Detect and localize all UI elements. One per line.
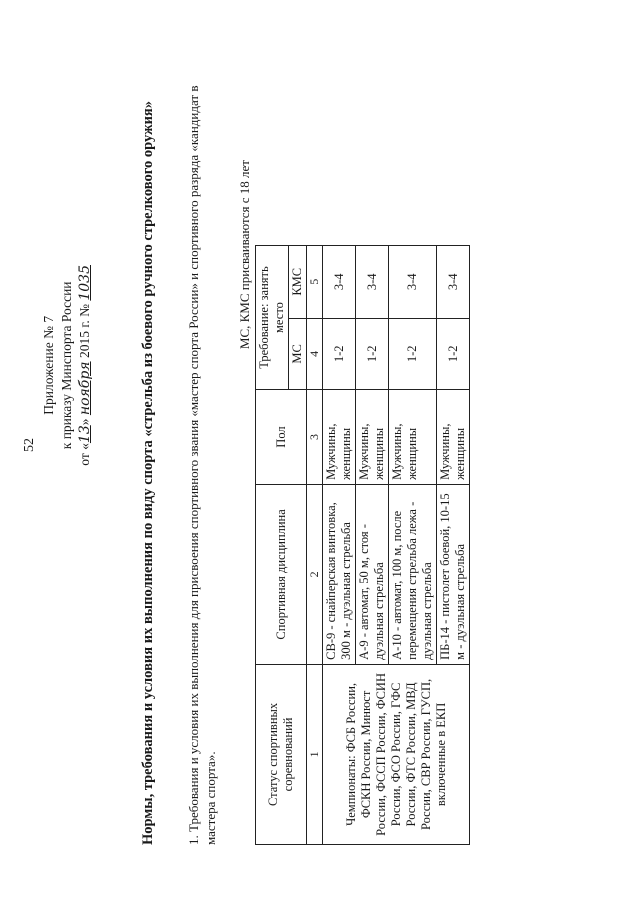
discipline-cell: А-9 - автомат, 50 м, стоя - дуэльная стрельба — [356, 484, 389, 664]
date-month: ноября — [77, 361, 93, 416]
age-note: МС, КМС присваиваются с 18 лет — [237, 160, 252, 350]
date-year: 2015 г. № — [77, 300, 92, 362]
ms-cell: 1-2 — [356, 318, 389, 390]
header-discipline: Спортивная дисциплина — [256, 484, 307, 664]
col-number: 3 — [307, 390, 323, 485]
table-row — [323, 246, 356, 845]
kms-cell: 3-4 — [323, 246, 356, 319]
appendix-date-line — [76, 265, 94, 466]
appendix-line-2: к приказу Минспорта России — [59, 281, 74, 450]
kms-cell: 3-4 — [389, 246, 437, 319]
ms-cell: 1-2 — [323, 318, 356, 390]
sex-cell: Мужчины, женщины — [356, 390, 389, 485]
sex-cell: Мужчины, женщины — [389, 390, 437, 485]
header-sex: Пол — [256, 390, 307, 485]
status-cell: Чемпионаты: ФСБ России, ФСКН России, Минюст России, ФССП России, ФСИН России, ФСО России, ГФС России, ФТС России, МВД России, СВР России, ГУСП, включенные в ЕКП — [323, 664, 470, 844]
discipline-cell: ПБ-14 - пистолет боевой, 10-15 м - дуэльная стрельба — [437, 484, 470, 664]
sex-cell: Мужчины, женщины — [323, 390, 356, 485]
order-number: 1035 — [77, 265, 93, 301]
appendix-line-1: Приложение № 7 — [41, 315, 56, 415]
kms-cell: 3-4 — [356, 246, 389, 319]
norms-table — [255, 245, 470, 845]
col-number: 1 — [307, 664, 323, 844]
document-title: Нормы, требования и условия их выполнения по виду спорта «стрельба из боевого ручного стрелкового оружия» — [140, 100, 156, 845]
header-requirement: Требование: занять место — [256, 246, 289, 390]
ms-cell: 1-2 — [437, 318, 470, 390]
col-number: 4 — [307, 318, 323, 390]
appendix-header — [40, 265, 94, 466]
sex-cell: Мужчины, женщины — [437, 390, 470, 485]
page-number: 52 — [22, 438, 37, 452]
date-day: 13 — [77, 425, 93, 444]
header-kms: КМС — [289, 246, 307, 319]
col-number: 5 — [307, 246, 323, 319]
date-prefix: от « — [77, 443, 92, 466]
ms-cell: 1-2 — [389, 318, 437, 390]
header-status: Статус спортивных соревнований — [256, 664, 307, 844]
intro-paragraph: 1. Требования и условия их выполнения для присвоения спортивного звания «мастер спорта России» и спортивного разряда «кандидат в мастера спорта». — [186, 85, 218, 845]
date-mid: » — [77, 415, 92, 426]
header-ms: МС — [289, 318, 307, 390]
column-number-row — [307, 246, 323, 845]
kms-cell: 3-4 — [437, 246, 470, 319]
col-number: 2 — [307, 484, 323, 664]
discipline-cell: А-10 - автомат, 100 м, после перемещения стрельба лежа - дуэльная стрельба — [389, 484, 437, 664]
discipline-cell: СВ-9 - снайперская винтовка, 300 м - дуэльная стрельба — [323, 484, 356, 664]
